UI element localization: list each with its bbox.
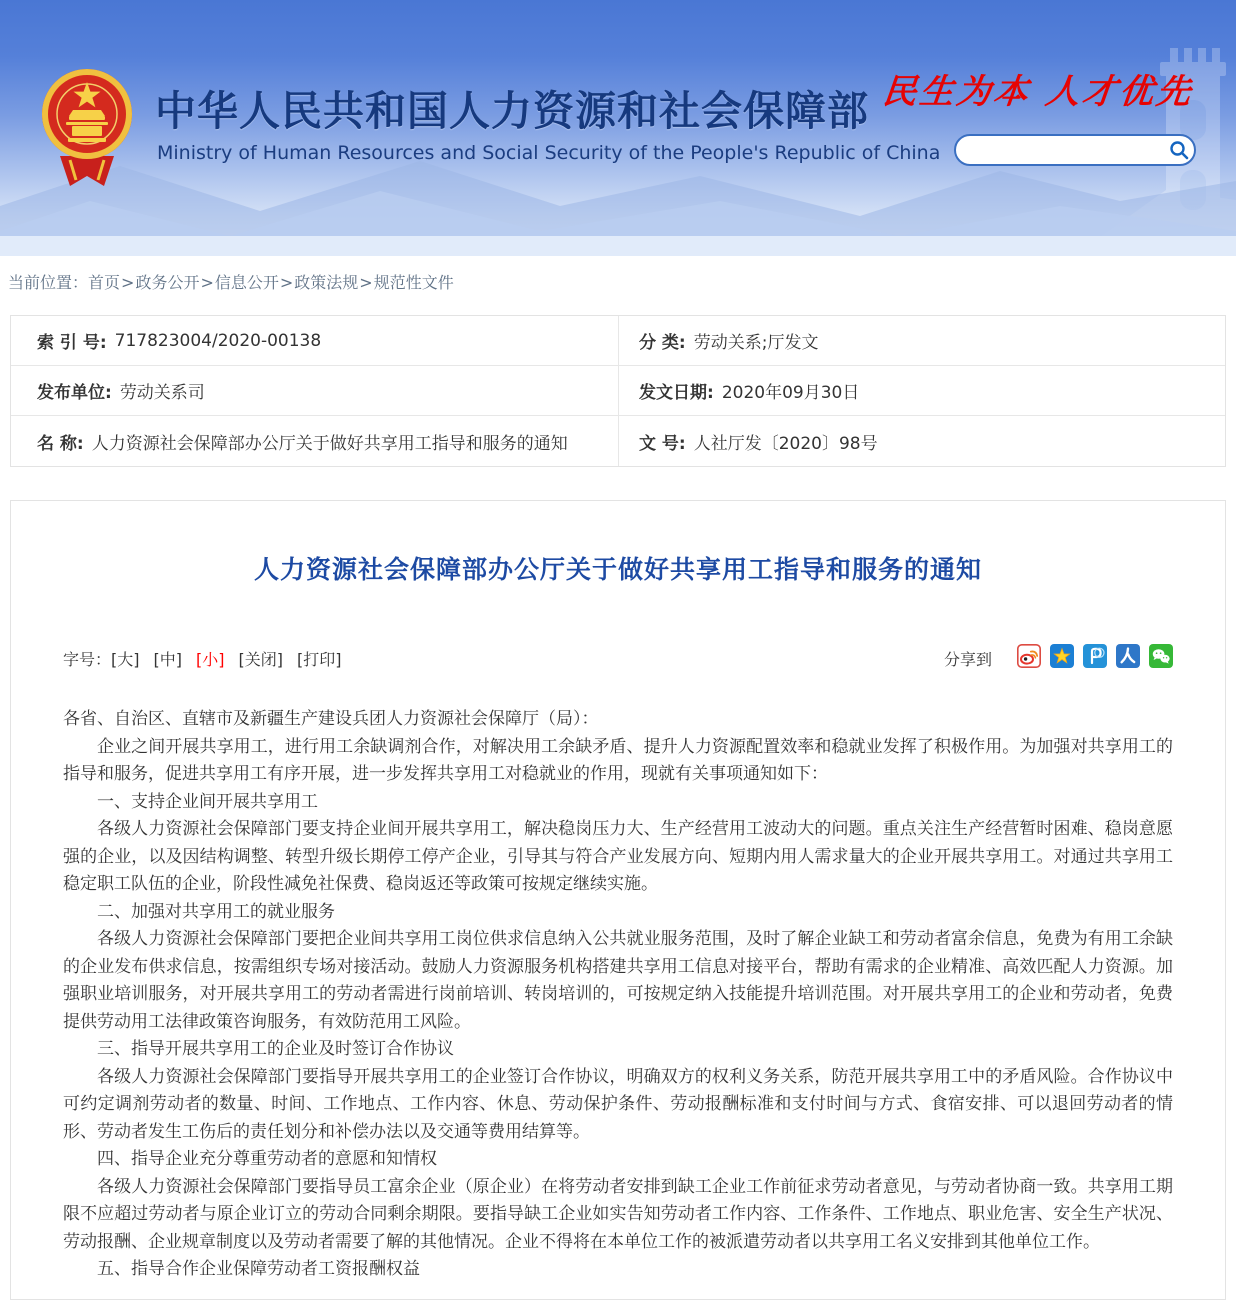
search-icon	[1169, 140, 1189, 160]
meta-label: 名 称:	[37, 433, 84, 454]
body-paragraph: 各级人力资源社会保障部门要把企业间共享用工岗位供求信息纳入公共就业服务范围，及时了解企业缺工和劳动者富余信息，免费为有用工余缺的企业发布供求信息，按需组织专场对接活动。鼓励人力资源服务机构搭建共享用工信息对接平台，帮助有需求的企业精准、高效匹配人力资源。加强职业培训服务，对开展共享用工的劳动者需进行岗前培训、转岗培训的，可按规定纳入技能提升培训范围。对开展共享用工的企业和劳动者，免费提供劳动用工法律政策咨询服务，有效防范用工风险。	[63, 929, 1173, 1032]
font-size-controls	[63, 647, 356, 670]
document-body	[63, 706, 1173, 1284]
site-title: 中华人民共和国人力资源和社会保障部	[155, 87, 869, 135]
breadcrumb-separator: >	[359, 273, 373, 292]
national-emblem	[40, 58, 134, 190]
meta-label: 分 类:	[639, 333, 686, 353]
body-paragraph: 二、加强对共享用工的就业服务	[97, 901, 335, 922]
sina-weibo-icon[interactable]	[1017, 644, 1041, 668]
body-paragraph: 各省、自治区、直辖市及新疆生产建设兵团人力资源社会保障厅（局）：	[63, 709, 599, 729]
meta-cell	[11, 316, 618, 365]
meta-cell	[618, 416, 1225, 466]
body-paragraph: 四、指导企业充分尊重劳动者的意愿和知情权	[97, 1149, 437, 1169]
breadcrumb-link[interactable]: 政策法规	[294, 273, 359, 292]
meta-value: 人力资源社会保障部办公厅关于做好共享用工指导和服务的通知	[91, 433, 568, 454]
search-button[interactable]	[1164, 136, 1194, 164]
body-paragraph: 各级人力资源社会保障部门要支持企业间开展共享用工，解决稳岗压力大、生产经营用工波动大的问题。重点关注生产经营暂时困难、稳岗意愿强的企业，以及因结构调整、转型升级长期停工停产企业，引导其与符合产业发展方向、短期内用人需求量大的企业开展共享用工。对通过共享用工稳定职工队伍的企业，阶段性减免社保费、稳岗返还等政策可按规定继续实施。	[63, 819, 1173, 894]
meta-cell	[11, 416, 618, 466]
breadcrumb-separator: >	[279, 273, 294, 292]
breadcrumb	[0, 256, 1236, 305]
article-toolbar	[63, 644, 1173, 672]
meta-value: 2020年09月30日	[721, 383, 860, 403]
body-paragraph: 各级人力资源社会保障部门要指导员工富余企业（原企业）在将劳动者安排到缺工企业工作前征求劳动者意见，与劳动者协商一致。共享用工期限不应超过劳动者与原企业订立的劳动合同剩余期限。要指导缺工企业如实告知劳动者工作内容、工作条件、工作地点、职业危害、安全生产状况、劳动报酬、企业规章制度以及劳动者需要了解的其他情况。企业不得将在本单位工作的被派遣劳动者以共享用工名义安排到其他单位工作。	[63, 1176, 1173, 1252]
site-subtitle: Ministry of Human Resources and Social Security of the People's Republic of China	[157, 142, 941, 164]
breadcrumb-link[interactable]: 规范性文件	[373, 273, 454, 292]
breadcrumb-link[interactable]: 政务公开	[135, 273, 200, 292]
body-paragraph: 三、指导开展共享用工的企业及时签订合作协议	[97, 1039, 454, 1059]
document-title: 人力资源社会保障部办公厅关于做好共享用工指导和服务的通知	[253, 555, 982, 584]
font-size-button[interactable]: [打印]	[297, 649, 342, 669]
meta-row	[11, 316, 1225, 366]
meta-label: 发布单位:	[37, 383, 112, 403]
meta-cell	[618, 366, 1225, 415]
search-box[interactable]	[954, 134, 1196, 166]
meta-cell	[11, 366, 618, 415]
breadcrumb-separator: >	[121, 273, 135, 292]
slogan-calligraphy: 民生为本 人才优先	[880, 72, 1196, 112]
share-bar	[944, 644, 1173, 672]
body-paragraph: 各级人力资源社会保障部门要指导开展共享用工的企业签订合作协议，明确双方的权利义务关系，防范开展共享用工中的矛盾风险。合作协议中可约定调剂劳动者的数量、时间、工作地点、工作内容、休息、劳动保护条件、劳动报酬标准和支付时间与方式、食宿安排、可以退回劳动者的情形、劳动者发生工伤后的责任划分和补偿办法以及交通等费用结算等。	[63, 1066, 1173, 1142]
body-paragraph: 五、指导合作企业保障劳动者工资报酬权益	[97, 1259, 420, 1279]
tencent-weibo-icon[interactable]	[1083, 644, 1107, 668]
meta-cell	[618, 316, 1225, 365]
qzone-icon[interactable]	[1050, 644, 1074, 668]
renren-icon[interactable]	[1116, 644, 1140, 668]
meta-row	[11, 416, 1225, 466]
breadcrumb-link[interactable]: 信息公开	[214, 273, 279, 292]
font-size-label: 字号：	[63, 649, 112, 669]
breadcrumb-separator: >	[200, 273, 214, 292]
body-paragraph: 企业之间开展共享用工，进行用工余缺调剂合作，对解决用工余缺矛盾、提升人力资源配置效率和稳就业发挥了积极作用。为加强对共享用工的指导和服务，促进共享用工有序开展，进一步发挥共享用工对稳就业的作用，现就有关事项通知如下：	[63, 736, 1173, 784]
article-container	[10, 500, 1226, 1300]
meta-label: 发文日期:	[639, 383, 714, 403]
meta-row	[11, 366, 1225, 416]
meta-value: 人社厅发〔2020〕98号	[693, 433, 878, 454]
meta-value: 劳动关系;厅发文	[693, 333, 819, 353]
font-size-button[interactable]: [小]	[196, 649, 225, 669]
share-label: 分享到	[943, 649, 992, 669]
font-size-button[interactable]: [关闭]	[238, 649, 284, 669]
meta-value: 717823004/2020-00138	[114, 330, 322, 351]
search-input[interactable]	[956, 137, 1164, 163]
meta-label: 文 号:	[639, 433, 686, 454]
site-header	[0, 0, 1236, 256]
wechat-icon[interactable]	[1149, 644, 1173, 668]
document-meta-table	[10, 315, 1226, 467]
breadcrumb-link[interactable]: 首页	[88, 273, 121, 292]
body-paragraph: 一、支持企业间开展共享用工	[97, 791, 318, 812]
font-size-button[interactable]: [大]	[111, 649, 140, 669]
meta-value: 劳动关系司	[119, 383, 205, 403]
meta-label: 索 引 号:	[37, 333, 107, 353]
breadcrumb-label: 当前位置：	[8, 273, 89, 292]
font-size-button[interactable]: [中]	[153, 649, 183, 669]
